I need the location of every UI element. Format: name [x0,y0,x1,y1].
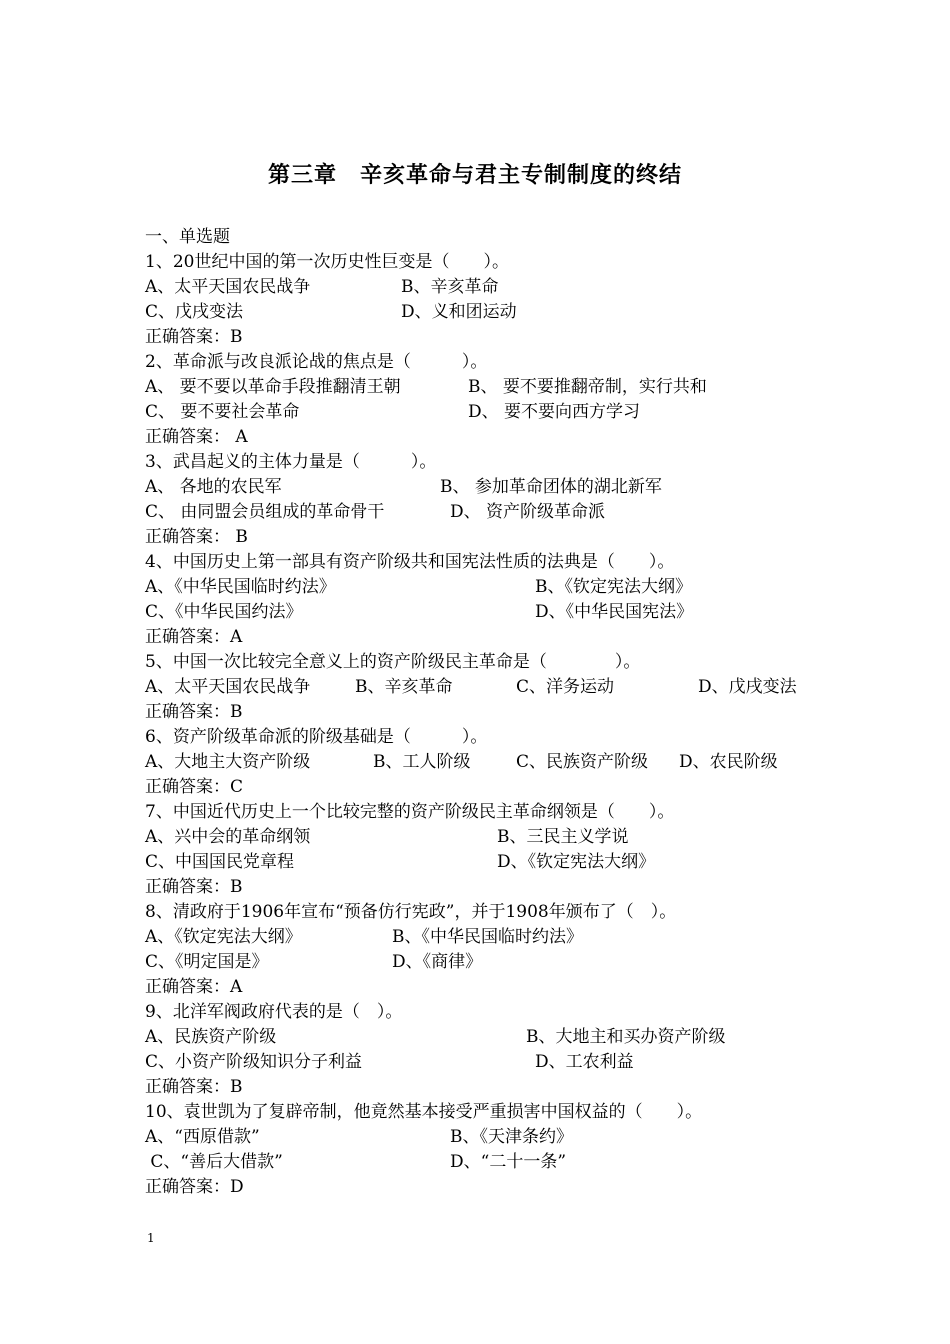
option-d: D、《中华民国宪法》 [535,602,694,622]
option-row [145,1025,845,1050]
option-d: D、义和团运动 [401,302,517,322]
question-stem: 9、北洋军阀政府代表的是（ ）。 [145,1002,403,1022]
option-b: B、大地主和买办资产阶级 [526,1027,726,1047]
option-d: D、 资产阶级革命派 [450,502,606,522]
option-c: C、民族资产阶级 [516,752,649,772]
option-a: A、《中华民国临时约法》 [145,577,336,597]
question-stem: 2、革命派与改良派论战的焦点是（ ）。 [145,352,488,372]
option-c: C、 要不要社会革命 [145,402,300,422]
correct-answer: 正确答案：B [145,1077,243,1097]
option-c: C、洋务运动 [516,677,615,697]
option-a: A、兴中会的革命纲领 [145,827,311,847]
page-number: 1 [147,1231,155,1245]
option-row [145,925,845,950]
question-stem: 7、中国近代历史上一个比较完整的资产阶级民主革命纲领是（ ）。 [145,802,675,822]
option-b: B、《钦定宪法大纲》 [535,577,692,597]
option-c: C、小资产阶级知识分子利益 [145,1052,363,1072]
question-stem: 6、资产阶级革命派的阶级基础是（ ）。 [145,727,488,747]
option-c: C、 由同盟会员组成的革命骨干 [145,502,385,522]
correct-answer: 正确答案：B [145,327,243,347]
page-title: 第三章 辛亥革命与君主专制制度的终结 [267,163,682,188]
correct-answer: 正确答案：B [145,702,243,722]
option-row [145,375,845,400]
option-b: B、 参加革命团体的湖北新军 [440,477,662,497]
option-b: B、《中华民国临时约法》 [392,927,583,947]
correct-answer: 正确答案：D [145,1177,244,1197]
question-stem: 5、中国一次比较完全意义上的资产阶级民主革命是（ ）。 [145,652,641,672]
option-a: A、太平天国农民战争 [145,677,311,697]
question-stem: 1、20世纪中国的第一次历史性巨变是（ ）。 [145,252,509,272]
option-row [145,275,845,300]
question-stem: 10、袁世凯为了复辟帝制，他竟然基本接受严重损害中国权益的（ ）。 [145,1102,703,1122]
option-b: B、 要不要推翻帝制，实行共和 [468,377,707,397]
question-stem: 3、武昌起义的主体力量是（ ）。 [145,452,437,472]
option-d: D、戊戌变法 [698,677,797,697]
question-list [145,225,845,1200]
option-c: C、《明定国是》 [145,952,269,972]
option-d: D、“二十一条” [450,1152,567,1172]
option-b: B、工人阶级 [373,752,471,772]
option-row [145,575,845,600]
option-row [145,675,845,700]
option-c: C、戊戌变法 [145,302,244,322]
option-a: A、 各地的农民军 [145,477,282,497]
option-row [145,500,845,525]
option-a: A、太平天国农民战争 [145,277,311,297]
option-b: B、《天津条约》 [450,1127,573,1147]
option-d: D、 要不要向西方学习 [468,402,641,422]
option-a: A、民族资产阶级 [145,1027,277,1047]
option-a: A、大地主大资产阶级 [145,752,311,772]
correct-answer: 正确答案：A [145,977,243,997]
option-row [145,1150,845,1175]
option-d: D、工农利益 [535,1052,634,1072]
option-a: A、 要不要以革命手段推翻清王朝 [145,377,401,397]
option-row [145,1125,845,1150]
option-row [145,1050,845,1075]
option-c: C、“善后大借款” [145,1152,283,1172]
option-row [145,825,845,850]
option-b: B、辛亥革命 [401,277,499,297]
option-d: D、《钦定宪法大纲》 [497,852,656,872]
option-c: C、《中华民国约法》 [145,602,303,622]
option-d: D、农民阶级 [679,752,778,772]
question-stem: 8、清政府于1906年宣布“预备仿行宪政”，并于1908年颁布了（ ）。 [145,902,677,922]
option-row [145,750,845,775]
correct-answer: 正确答案： B [145,527,248,547]
option-b: B、三民主义学说 [497,827,629,847]
option-row [145,850,845,875]
question-stem: 4、中国历史上第一部具有资产阶级共和国宪法性质的法典是（ ）。 [145,552,675,572]
option-row [145,300,845,325]
option-row [145,400,845,425]
option-a: A、《钦定宪法大纲》 [145,927,302,947]
option-row [145,600,845,625]
option-row [145,475,845,500]
correct-answer: 正确答案：C [145,777,244,797]
option-c: C、中国国民党章程 [145,852,295,872]
option-a: A、“西原借款” [145,1127,260,1147]
option-row [145,950,845,975]
correct-answer: 正确答案： A [145,427,248,447]
correct-answer: 正确答案：B [145,877,243,897]
option-d: D、《商律》 [392,952,483,972]
option-b: B、辛亥革命 [355,677,453,697]
section-heading: 一、单选题 [145,227,230,247]
correct-answer: 正确答案：A [145,627,243,647]
